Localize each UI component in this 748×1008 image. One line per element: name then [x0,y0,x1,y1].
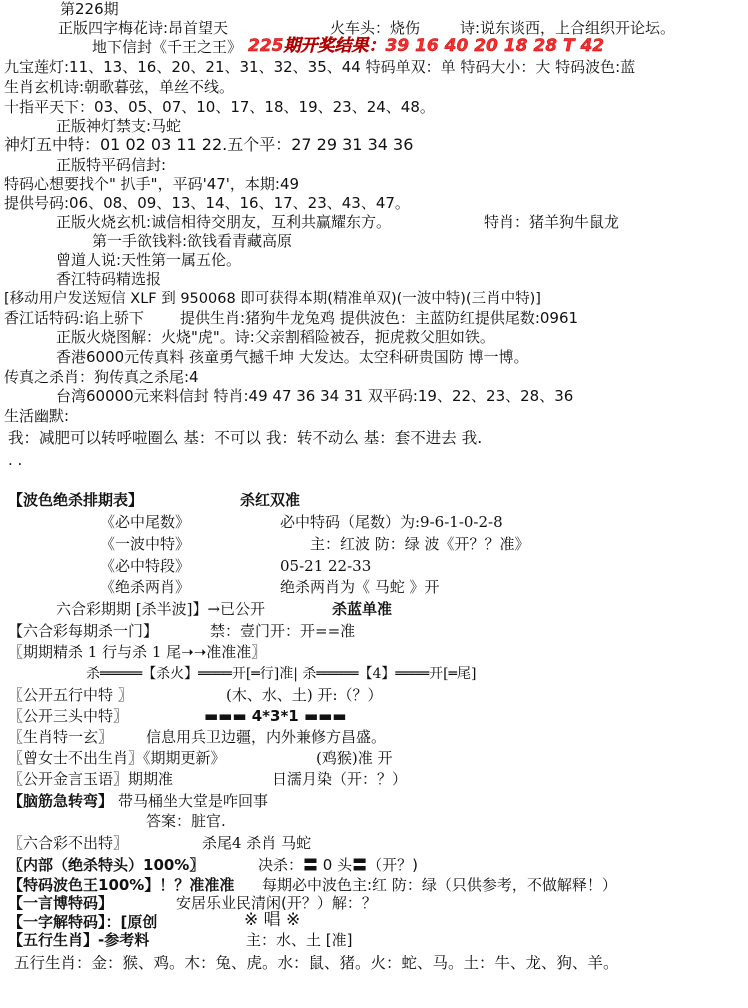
yimen-label: 【六合彩每期杀一门】 [8,622,159,640]
dots: . . [8,451,23,469]
huoshao-xuanji: 正版火烧玄机:诚信相待交朋友，互利共赢耀东方。 [56,213,392,231]
result-banner: 225期开奖结果：39 16 40 20 18 28 T 42 [248,36,605,56]
neibu-value: 决杀：〓 0 头〓（开？) [258,856,418,874]
sha-row: 杀═════【杀火】════开[═行]准| 杀═════【4】════开[═尾] [86,666,477,682]
issue-number: 第226期 [60,0,119,18]
tigong-shengxiao: 提供生肖:猪狗牛龙兔鸡 提供波色：主蓝防红提供尾数:0961 [180,309,579,327]
banbo-line: 六合彩期期 [杀半波]】→已公开 [56,600,266,618]
santou-value: ▬▬▬ 4*3*1 ▬▬▬ [204,707,347,725]
zengnvshi-value: (鸡猴)准 开 [316,749,393,767]
qijing-line: 〖期期精杀 1 行与杀 1 尾➝➝准准准〗 [8,643,267,661]
diyi-line: 第一手欲钱料:欲钱看青藏高原 [92,232,293,250]
tema-duan-value: 05-21 22-33 [280,557,372,575]
santou-label: 〖公开三头中特〗 [8,707,129,725]
poem-text: 诗:说东谈西，上合组织开论坛。 [460,19,676,37]
bizhong-weishu-label: 《必中尾数》 [100,513,191,531]
jinyan-value: 日濡月染（开：？） [272,770,408,788]
hua-tema: 香江话特码:谄上骄下 [4,309,145,327]
wuxing-label: 〖公开五行中特 〗 [8,686,133,704]
yibo-label: 《一波中特》 [100,535,191,553]
jinyan-label: 〖公开金言玉语〗期期准 [8,770,174,788]
yiyan-value: 安居乐业民清闲(开？）解：？ [176,894,377,912]
xiangjiang-title: 香江特码精选报 [56,270,162,288]
shizhi-line: 十指平天下：03、05、07、10、17、18、19、23、24、48。 [4,98,435,116]
texiao-line: 特肖：猪羊狗牛鼠龙 [484,213,620,231]
humor-title: 生活幽默: [4,407,70,425]
taiwan-line: 台湾60000元来料信封 特肖:49 47 36 34 31 双平码:19、22、23、28、36 [56,387,574,405]
bose-wang-label: 【特码波色王100%】！？准准准 [8,876,235,894]
jueshali-value: 绝杀两肖为《 马蛇 》开 [280,578,440,596]
naojin-question: 带马桶坐大堂是咋回事 [118,792,269,810]
shendeng-wuzhong: 神灯五中特：01 02 03 11 22.五个平：27 29 31 34 36 [4,135,414,154]
wuxing-sx-value: 主：水、土 [准] [246,931,353,949]
shengxiao-xuanji: 生肖玄机诗:朝歌暮弦，单丝不线。 [4,78,235,96]
underground-envelope: 地下信封《千王之王》 [92,38,243,56]
jiubao-line: 九宝莲灯:11、13、16、20、21、31、32、35、44 特码单双：单 特码大小：大 特码波色:蓝 [4,58,636,76]
bose-title: 【波色绝杀排期表】 [8,491,144,509]
tema-duan-label: 《必中特段》 [100,557,191,575]
huoshao-tujie: 正版火烧图解：火烧"虎"。诗:父亲割稻险被吞，扼虎救父胆如铁。 [56,328,495,346]
shengxiao-yixuan-label: 〖生肖特一玄〗 [8,728,114,746]
banbo-right: 杀蓝单准 [332,600,393,618]
cengdao-line: 曾道人说:天性第一属五伦。 [56,251,242,269]
yidong-line: [移动用户发送短信 XLF 到 950068 即可获得本期(精准单双)(一波中特)(三肖中特)] [4,291,541,307]
yiyan-label: 【一言博特码】 [8,894,114,912]
humor-text: 我：减肥可以转呼啦圈么 基：不可以 我：转不动么 基：套不进去 我. [8,429,483,447]
zengnvshi-label: 〖曾女士不出生肖〗《期期更新》 [8,749,226,767]
bose-wang-value: 每期必中波色主:红 防：绿（只供参考，不做解释！） [262,876,617,894]
train-head: 火车头：烧伤 [330,19,421,37]
wuxing-value: (木、水、土) 开:（？） [226,686,383,704]
bizhong-weishu-value: 必中特码（尾数）为:9-6-1-0-2-8 [280,513,503,531]
chuanzhen-line: 传真之杀肖：狗传真之杀尾:4 [4,368,199,386]
yibo-value: 主：红波 防：绿 波《开？？准》 [310,535,530,553]
yizi-value: ※ 唱 ※ [244,910,301,930]
wuxing-list: 五行生肖：金：猴、鸡。木：兔、虎。水：鼠、猪。火：蛇、马。土：牛、龙、狗、羊。 [14,954,619,972]
poem-title: 正版四字梅花诗:昂首望天 [58,19,229,37]
xinxiang-line: 特码心想要找个" 扒手"，平码'47'，本期:49 [4,175,300,193]
buchu-label: 〖六合彩不出特〗 [8,834,129,852]
hongkong-line: 香港6000元传真料 孩童勇气撼千坤 大发达。太空科研贵国防 博一博。 [56,348,529,366]
wuxing-sx-label: 【五行生肖】-参考料 [8,931,150,949]
bose-right: 杀红双准 [240,491,301,509]
neibu-label: 〖内部（绝杀特头）100%〗 [8,856,205,874]
shengxiao-yixuan-value: 信息用兵卫边疆，内外兼修方昌盛。 [146,728,387,746]
naojin-label: 【脑筋急转弯】 [8,792,114,810]
tigong-haoma: 提供号码:06、08、09、13、14、16、17、23、43、47。 [4,194,410,212]
shendeng-jinzhi: 正版神灯禁支:马蛇 [56,117,182,135]
pingma-xinfeng: 正版特平码信封: [56,156,167,174]
jueshali-label: 《绝杀两肖》 [100,578,191,596]
buchu-value: 杀尾4 杀肖 马蛇 [202,834,312,852]
yizi-label: 【一字解特码】：[原创 [8,913,158,931]
yimen-value: 禁：壹门开：开==准 [210,622,356,640]
naojin-answer: 答案：脏官. [146,812,226,830]
